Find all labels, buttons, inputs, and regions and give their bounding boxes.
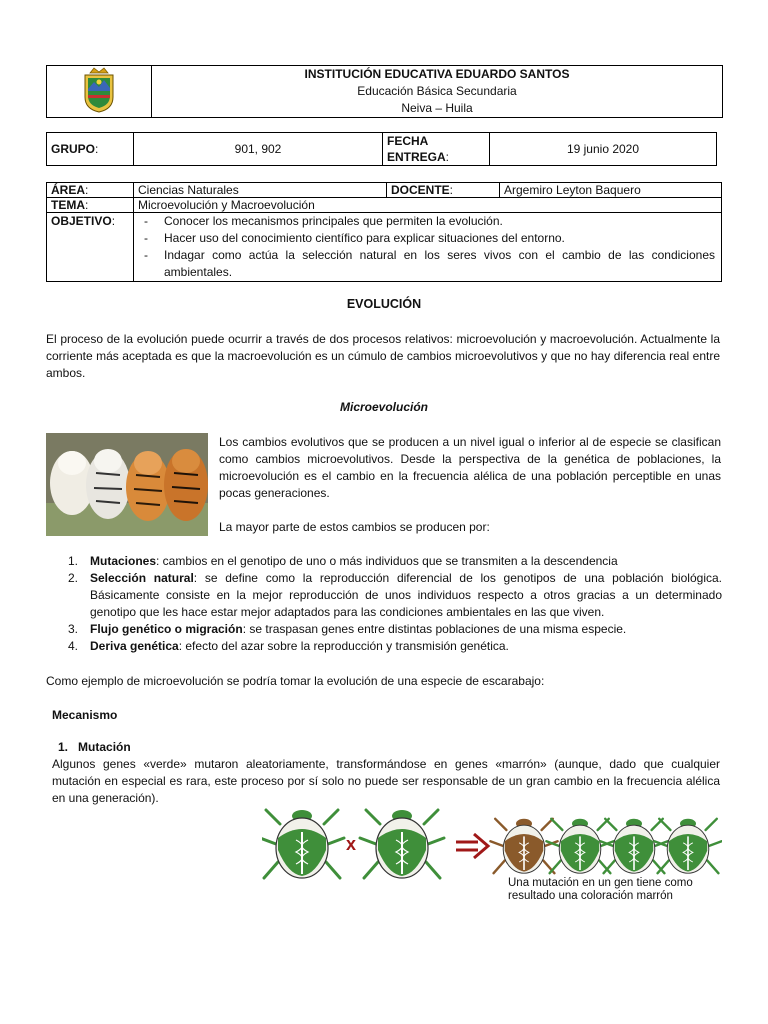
teacher-label: DOCENTE xyxy=(391,183,450,197)
topic-value: Microevolución y Macroevolución xyxy=(134,198,722,213)
cause-item xyxy=(46,553,722,570)
beetle-green-icon xyxy=(360,810,444,878)
teacher-label-cell: DOCENTE: xyxy=(387,183,500,198)
date-label-2: ENTREGA xyxy=(387,150,446,164)
mechanism-title: Mecanismo xyxy=(52,708,118,722)
causes-list xyxy=(46,553,722,655)
beetle-green-icon xyxy=(654,819,721,873)
details-table xyxy=(46,182,722,282)
date-value: 19 junio 2020 xyxy=(490,133,717,166)
micro-title: Microevolución xyxy=(339,400,428,414)
figure-caption-2: resultado una coloración marrón xyxy=(508,890,673,902)
cause-num: 4. xyxy=(68,639,79,653)
cause-term: Flujo genético o migración xyxy=(90,622,243,636)
objective-label: OBJETIVO xyxy=(51,214,112,228)
cause-item xyxy=(46,621,722,638)
mutation-num: 1. xyxy=(58,740,69,754)
topic-label-cell: TEMA: xyxy=(47,198,134,213)
group-value: 901, 902 xyxy=(134,133,383,166)
cause-text: : se traspasan genes entre distintas poblaciones de una misma especie. xyxy=(242,622,627,636)
logo-cell xyxy=(47,66,152,118)
micro-paragraph: Los cambios evolutivos que se producen a un nivel igual o inferior al de especie se clasifican como cambios microevolutivos. Desde la perspectiva de la genética de poblaciones, la microevolución es el cambio en la frecuencia alélica de una población perceptible en unas pocas generaciones. xyxy=(219,435,721,500)
objective-label-cell: OBJETIVO: xyxy=(47,213,134,282)
main-title: EVOLUCIÓN xyxy=(346,297,422,311)
cause-item xyxy=(46,570,722,621)
cause-term: Selección natural xyxy=(90,571,194,585)
figure-caption-1: Una mutación en un gen tiene como xyxy=(508,877,693,889)
objective-item: - Hacer uso del conocimiento científico para explicar situaciones del entorno. xyxy=(134,230,715,247)
area-value: Ciencias Naturales xyxy=(134,183,387,198)
beetle-figure xyxy=(262,802,722,904)
cause-text: : cambios en el genotipo de uno o más individuos que se transmiten a la descendencia xyxy=(156,554,618,568)
cause-text: : se define como la reproducción diferencial de los genotipos de una población biológica. Básicamente consiste en la mejor reproducción de unos individuos respecto a otros gracias a un determinado genotipo que les hace estar mejor adaptados para las condiciones ambientales en las que viven. xyxy=(90,571,722,619)
mutation-heading xyxy=(58,740,131,754)
teacher-value: Argemiro Leyton Baquero xyxy=(500,183,722,198)
topic-label: TEMA xyxy=(51,198,85,212)
mutation-paragraph: Algunos genes «verde» mutaron aleatoriamente, transformándose en genes «marrón» (aunque, dado que cualquier mutación en especial es rara, este proceso por sí solo no puede ser responsable de un gran cambio en la frecuencia alélica en una generación). xyxy=(52,757,720,805)
school-crest-icon xyxy=(82,67,116,113)
objective-item: - Conocer los mecanismos principales que permiten la evolución. xyxy=(134,213,715,230)
cause-num: 1. xyxy=(68,554,79,568)
institution-location: Neiva – Huila xyxy=(401,101,473,115)
cause-term: Deriva genética xyxy=(90,639,179,653)
beetle-green-icon xyxy=(600,819,667,873)
date-label-1: FECHA xyxy=(387,134,429,148)
cause-num: 3. xyxy=(68,622,79,636)
objectives-cell xyxy=(134,213,722,282)
example-line: Como ejemplo de microevolución se podría tomar la evolución de una especie de escarabajo: xyxy=(46,674,545,688)
education-level: Educación Básica Secundaria xyxy=(357,84,517,98)
intro-paragraph: El proceso de la evolución puede ocurrir a través de dos procesos relativos: microevolución y macroevolución. Actualmente la corriente más aceptada es que la macroevolución es un cúmulo de cambios microevolutivos y que no hay diferencia real entre ambos. xyxy=(46,332,720,380)
cause-item xyxy=(46,638,722,655)
micro-lead: La mayor parte de estos cambios se producen por: xyxy=(219,520,490,534)
objective-item: - Indagar como actúa la selección natural en los seres vivos con el cambio de las condiciones ambientales. xyxy=(134,247,715,281)
institution-name: INSTITUCIÓN EDUCATIVA EDUARDO SANTOS xyxy=(304,67,570,81)
cause-num: 2. xyxy=(68,571,79,585)
beetle-green-icon xyxy=(262,810,344,878)
tigers-photo-icon xyxy=(46,433,208,536)
cause-text: : efecto del azar sobre la reproducción y transmisión genética. xyxy=(178,639,509,653)
group-label: GRUPO xyxy=(51,142,96,156)
cause-term: Mutaciones xyxy=(90,554,157,568)
cross-symbol: x xyxy=(346,834,357,854)
mutation-title: Mutación xyxy=(78,740,131,754)
group-label-cell: GRUPO: xyxy=(47,133,134,166)
header-table xyxy=(46,65,723,118)
beetle-green-icon xyxy=(546,819,613,873)
institution-cell xyxy=(152,66,723,118)
tigers-image xyxy=(46,433,208,536)
group-date-table xyxy=(46,132,717,166)
objectives-list xyxy=(134,213,715,281)
area-label: ÁREA xyxy=(51,183,86,197)
area-label-cell: ÁREA: xyxy=(47,183,134,198)
beetle-brown-icon xyxy=(490,819,557,873)
date-label-cell: FECHA ENTREGA: xyxy=(383,133,490,166)
arrow-icon xyxy=(456,834,488,858)
